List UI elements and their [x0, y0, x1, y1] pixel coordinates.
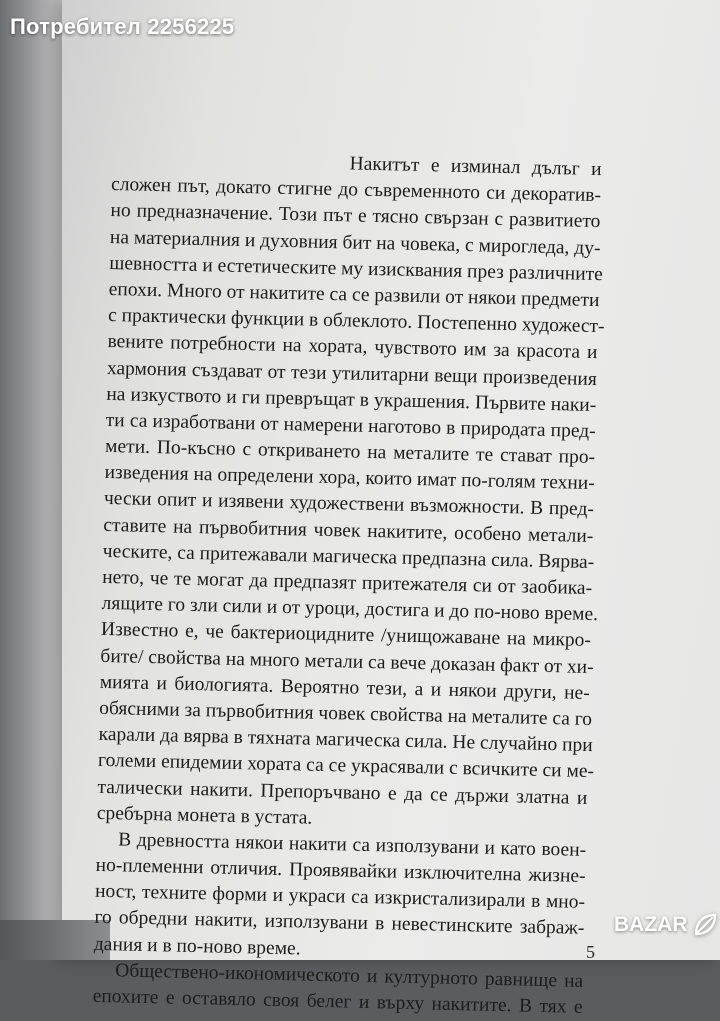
text-line: сребърна монета в устата. [96, 802, 313, 829]
logo-text: BAZAR [614, 913, 688, 936]
text-line: Накитът е изминал дълъг и [349, 153, 602, 181]
text-line: хармония създават от тези утилитарни вещи произведения [106, 357, 598, 390]
text-line: но-племенни отличия. Проявявайки изключителна жизне- [95, 854, 586, 887]
text-line: ност, техните форми и украси са изкристализирали в мно- [94, 881, 586, 914]
page-text [92, 146, 605, 1021]
text-line: изведения на определени хора, които имат по-голям техни- [104, 462, 595, 495]
text-line: Обществено-икономическото и културното равнище на [115, 960, 584, 992]
text-line: вените потребности на хората, чувството им за красота и [107, 331, 598, 364]
text-line: карали да вярва в тяхната магическа сила. Не случайно при [98, 723, 593, 757]
text-line: чески опит и изявени художествени възможности. В пред- [103, 488, 595, 521]
text-line: го обредни накити, използувани в невестинските забраж- [94, 907, 585, 940]
text-line: бите/ свойства на много метали са вече доказан факт от хи- [100, 645, 594, 678]
text-line: обясними за първобитния човек свойства на металите са го [99, 697, 593, 730]
text-line: епохи. Много от накитите са се развили от някои предмети [108, 278, 600, 312]
text-line: ти са изработвани от намерени наготово в природата пред- [105, 409, 596, 442]
text-line: големи епидемии хората са се украсявали с всичките си ме- [97, 750, 595, 783]
text-line: талически накити. Препоръчвано е да се държи златна и [97, 776, 588, 809]
page-number: 5 [586, 942, 595, 962]
leaf-icon [692, 912, 718, 938]
text-line: дания и в по-ново време. [93, 933, 301, 960]
text-line: но предназначение. Този път е тясно свързан с развитието [110, 200, 601, 233]
text-line: епохите е оставяло своя белег и върху накитите. В тях е [92, 985, 583, 1018]
text-line: на изкуството и ги превръщат в украшения. Първите наки- [106, 383, 597, 416]
text-line: нето, че те могат да предпазят притежателя си от заобика- [101, 566, 593, 600]
user-watermark: Потребител 2256225 [10, 14, 235, 39]
text-line: ставите на първобитния човек накитите, особено метали- [103, 514, 594, 547]
text-line: лящите го зли сили и от уроци, достига и до по-ново време. [101, 593, 599, 626]
text-line: мията и биологията. Вероятно тези, а и някои други, не- [99, 671, 590, 704]
text-line: мети. По-късно с откриването на металите те стават про- [104, 435, 596, 469]
text-line: с практически функции в облеклото. Постепенно художест- [107, 305, 605, 338]
text-line: сложен път, докато стигне до съвременното си декоратив- [110, 174, 602, 207]
text-line: ческите, са притежавали магическа предпазна сила. Вярва- [102, 540, 595, 573]
bazar-logo [614, 912, 718, 938]
text-line: Известно е, че бактериоцидните /унищожаване на микро- [100, 619, 592, 652]
text-line: В древността някои накити са използувани и като воен- [118, 829, 587, 861]
text-line: шевността и естетическите му изисквания през различните [109, 252, 604, 285]
text-line: на материалния и духовния бит на човека, с мирогледа, ду- [109, 226, 601, 259]
